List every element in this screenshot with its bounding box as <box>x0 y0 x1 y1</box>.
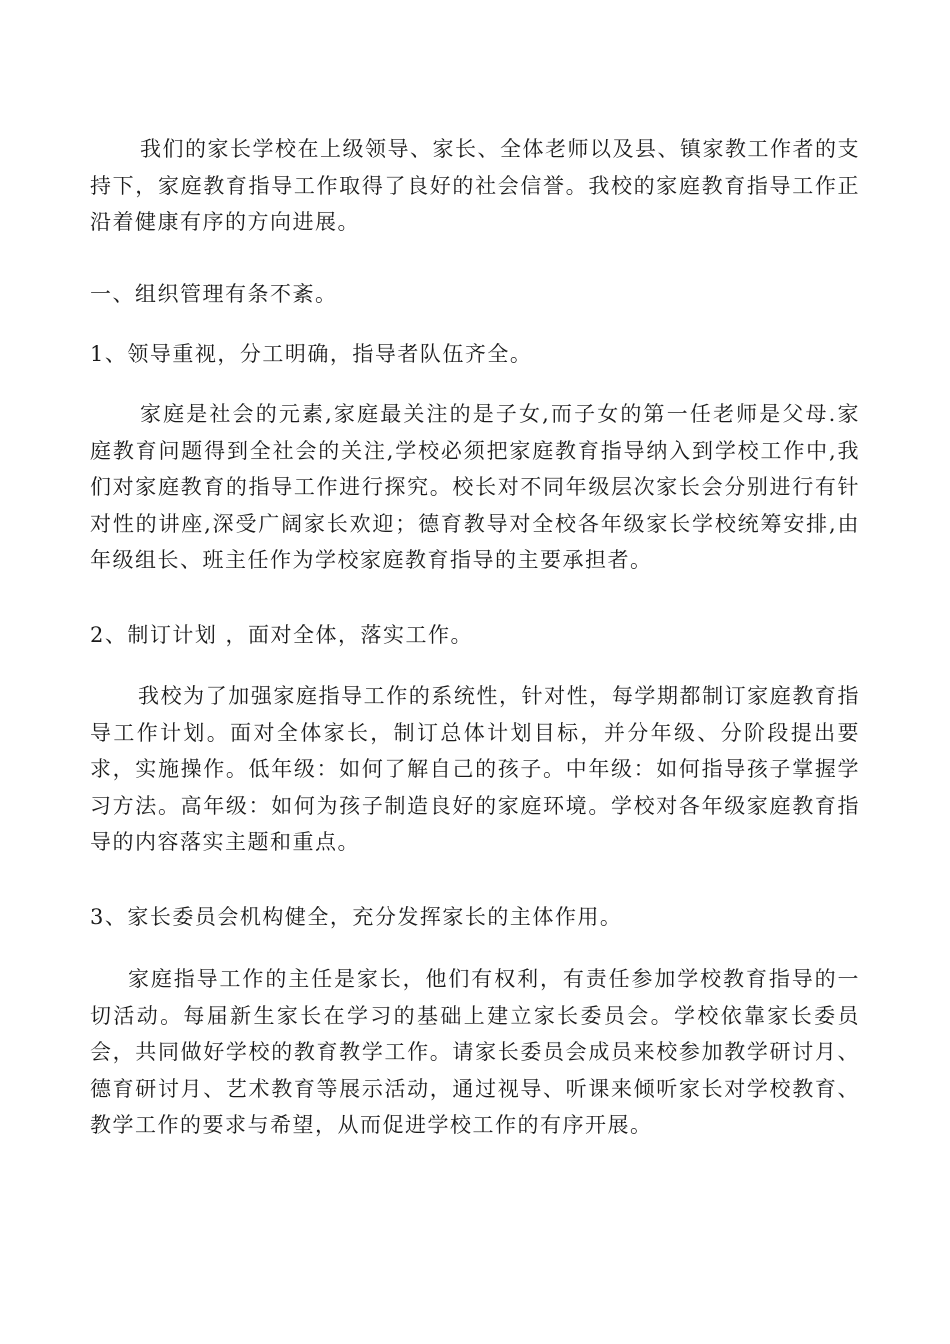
intro-paragraph: 我们的家长学校在上级领导、家长、全体老师以及县、镇家教工作者的支持下，家庭教育指导工作取得了良好的社会信誉。我校的家庭教育指导工作正沿着健康有序的方向进展。 <box>90 137 860 234</box>
item-body-2: 我校为了加强家庭指导工作的系统性，针对性，每学期都制订家庭教育指导工作计划。面对全体家长，制订总体计划目标，并分年级、分阶段提出要求，实施操作。低年级：如何了解自己的孩子。中年级：如何指导孩子掌握学习方法。高年级：如何为孩子制造良好的家庭环境。学校对各年级家庭教育指导的内容落实主题和重点。 <box>90 684 860 854</box>
item-body-1: 家庭是社会的元素,家庭最关注的是子女,而子女的第一任老师是父母.家庭教育问题得到全社会的关注,学校必须把家庭教育指导纳入到学校工作中,我们对家庭教育的指导工作进行探究。校长对不同年级层次家长会分别进行有针对性的讲座,深受广阔家长欢迎；德育教导对全校各年级家长学校统筹安排,由年级组长、班主任作为学校家庭教育指导的主要承担者。 <box>90 402 860 572</box>
section-heading-1: 一、组织管理有条不紊。 <box>90 282 338 306</box>
item-heading-1: 1、领导重视，分工明确，指导者队伍齐全。 <box>90 342 533 366</box>
item-heading-3: 3、家长委员会机构健全，充分发挥家长的主体作用。 <box>90 905 623 929</box>
item-body-3: 家庭指导工作的主任是家长，他们有权利，有责任参加学校教育指导的一切活动。每届新生家长在学习的基础上建立家长委员会。学校依靠家长委员会，共同做好学校的教育教学工作。请家长委员会成员来校参加教学研讨月、德育研讨月、艺术教育等展示活动，通过视导、听课来倾听家长对学校教育、教学工作的要求与希望，从而促进学校工作的有序开展。 <box>90 967 860 1137</box>
item-heading-2: 2、制订计划 ，面对全体，落实工作。 <box>90 623 474 647</box>
